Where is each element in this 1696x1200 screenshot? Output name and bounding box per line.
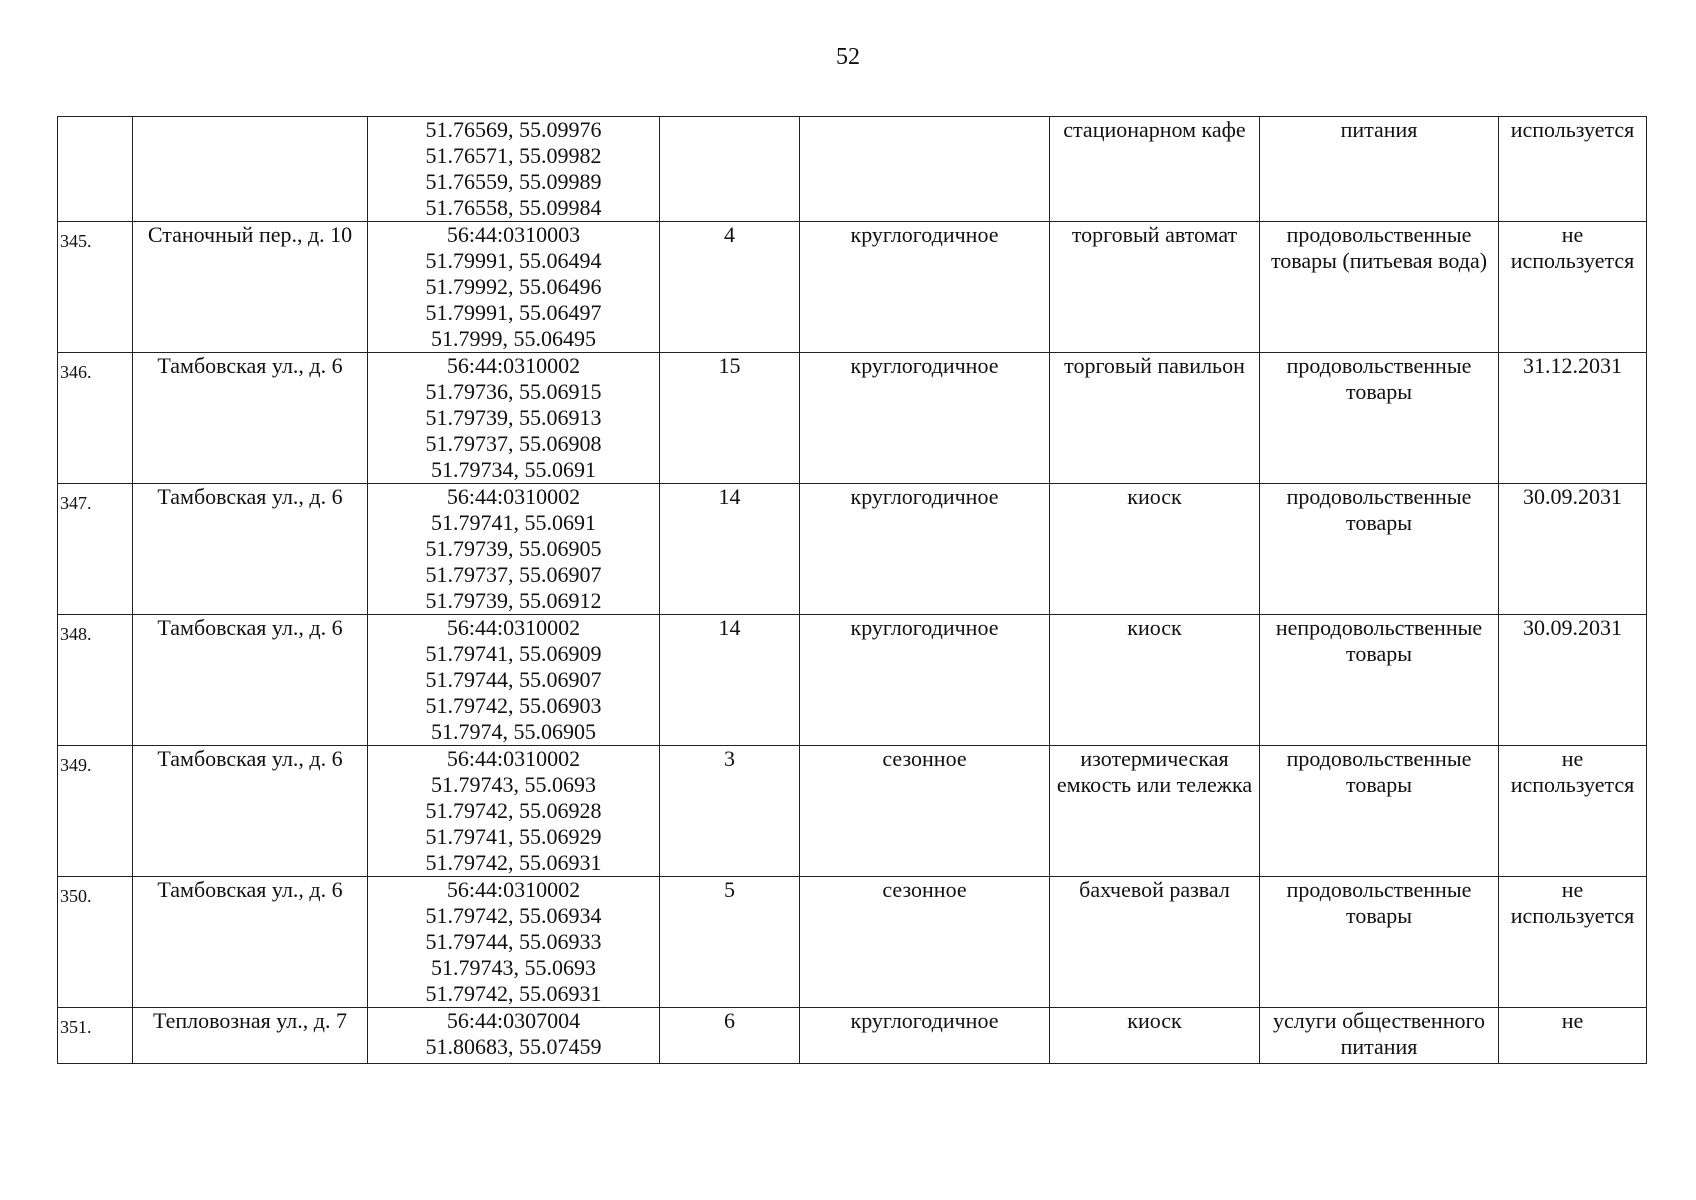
table-row bbox=[58, 222, 1647, 353]
coordinate-line: 56:44:0310003 bbox=[446, 222, 581, 247]
term-text: не используется bbox=[1510, 222, 1635, 273]
coordinate-line: 51.79742, 55.06928 bbox=[425, 798, 602, 823]
area-text: 5 bbox=[724, 877, 735, 902]
period-text: круглогодичное bbox=[850, 222, 999, 247]
cell-period bbox=[800, 746, 1050, 877]
cell-area bbox=[660, 615, 800, 746]
num-text: 346. bbox=[60, 362, 92, 382]
table-row bbox=[58, 615, 1647, 746]
period-text: круглогодичное bbox=[850, 615, 999, 640]
cell-period bbox=[800, 222, 1050, 353]
area-text: 6 bbox=[724, 1008, 735, 1033]
coordinate-line: 51.79742, 55.06931 bbox=[425, 850, 602, 875]
coordinate-line: 56:44:0307004 bbox=[446, 1008, 581, 1033]
cell-coordinates bbox=[368, 117, 660, 222]
table-row bbox=[58, 484, 1647, 615]
cell-area bbox=[660, 1008, 800, 1064]
table-row bbox=[58, 1008, 1647, 1064]
coordinate-line: 51.76569, 55.09976 bbox=[425, 117, 602, 142]
coordinate-line: 51.79742, 55.06931 bbox=[425, 981, 602, 1006]
address-text: Тамбовская ул., д. 6 bbox=[157, 615, 343, 640]
registry-table bbox=[57, 116, 1647, 1064]
coordinate-line: 51.79744, 55.06933 bbox=[425, 929, 602, 954]
cell-coordinates bbox=[368, 222, 660, 353]
num-text: 350. bbox=[60, 886, 92, 906]
cell-address bbox=[133, 117, 368, 222]
term-text: не используется bbox=[1510, 746, 1635, 797]
object-type-text: бахчевой развал bbox=[1079, 877, 1230, 902]
term-text: не bbox=[1561, 1008, 1584, 1033]
coordinate-line: 51.79737, 55.06907 bbox=[425, 562, 602, 587]
area-text: 3 bbox=[724, 746, 735, 771]
cell-num bbox=[58, 222, 133, 353]
object-type-text: киоск bbox=[1127, 1008, 1182, 1033]
period-text: круглогодичное bbox=[850, 353, 999, 378]
specialization-text: продовольственные товары (питьевая вода) bbox=[1270, 222, 1488, 273]
cell-specialization bbox=[1260, 877, 1499, 1008]
cell-num bbox=[58, 877, 133, 1008]
coordinate-line: 51.79741, 55.06929 bbox=[425, 824, 602, 849]
cell-area bbox=[660, 117, 800, 222]
cell-address bbox=[133, 746, 368, 877]
coordinate-line: 51.7999, 55.06495 bbox=[431, 326, 596, 351]
cell-term bbox=[1499, 1008, 1647, 1064]
coordinate-line: 56:44:0310002 bbox=[446, 353, 581, 378]
cell-period bbox=[800, 353, 1050, 484]
coordinate-line: 51.79739, 55.06913 bbox=[425, 405, 602, 430]
specialization-text: продовольственные товары bbox=[1286, 746, 1472, 797]
cell-specialization bbox=[1260, 1008, 1499, 1064]
cell-num bbox=[58, 484, 133, 615]
object-type-text: киоск bbox=[1127, 484, 1182, 509]
cell-num bbox=[58, 353, 133, 484]
term-text: 31.12.2031 bbox=[1523, 353, 1622, 378]
cell-specialization bbox=[1260, 484, 1499, 615]
coordinate-line: 51.79742, 55.06903 bbox=[425, 693, 602, 718]
cell-coordinates bbox=[368, 1008, 660, 1064]
cell-area bbox=[660, 877, 800, 1008]
specialization-text: продовольственные товары bbox=[1286, 353, 1472, 404]
address-text: Станочный пер., д. 10 bbox=[147, 222, 353, 247]
cell-object-type bbox=[1050, 222, 1260, 353]
page-number: 52 bbox=[836, 44, 860, 70]
address-text: Тепловозная ул., д. 7 bbox=[153, 1008, 347, 1033]
period-text: сезонное bbox=[882, 877, 967, 902]
cell-address bbox=[133, 484, 368, 615]
term-text: 30.09.2031 bbox=[1523, 615, 1622, 640]
cell-address bbox=[133, 877, 368, 1008]
cell-period bbox=[800, 117, 1050, 222]
coordinate-line: 51.79744, 55.06907 bbox=[425, 667, 602, 692]
coordinate-line: 51.79739, 55.06912 bbox=[425, 588, 602, 613]
area-text: 14 bbox=[718, 615, 741, 640]
cell-object-type bbox=[1050, 877, 1260, 1008]
cell-area bbox=[660, 222, 800, 353]
term-text: 30.09.2031 bbox=[1523, 484, 1622, 509]
num-text: 348. bbox=[60, 624, 92, 644]
cell-term bbox=[1499, 484, 1647, 615]
coordinate-line: 51.79737, 55.06908 bbox=[425, 431, 602, 456]
coordinate-line: 51.79736, 55.06915 bbox=[425, 379, 602, 404]
coordinate-line: 51.76559, 55.09989 bbox=[425, 169, 602, 194]
term-text: не используется bbox=[1510, 877, 1635, 928]
coordinate-line: 51.79742, 55.06934 bbox=[425, 903, 602, 928]
address-text: Тамбовская ул., д. 6 bbox=[157, 484, 343, 509]
cell-object-type bbox=[1050, 117, 1260, 222]
coordinate-line: 51.79741, 55.0691 bbox=[431, 510, 596, 535]
cell-period bbox=[800, 615, 1050, 746]
specialization-text: продовольственные товары bbox=[1286, 877, 1472, 928]
table-row bbox=[58, 746, 1647, 877]
cell-period bbox=[800, 484, 1050, 615]
cell-num bbox=[58, 117, 133, 222]
cell-num bbox=[58, 1008, 133, 1064]
coordinate-line: 51.79743, 55.0693 bbox=[431, 955, 596, 980]
cell-object-type bbox=[1050, 615, 1260, 746]
cell-area bbox=[660, 353, 800, 484]
cell-coordinates bbox=[368, 877, 660, 1008]
cell-period bbox=[800, 877, 1050, 1008]
address-text: Тамбовская ул., д. 6 bbox=[157, 746, 343, 771]
cell-term bbox=[1499, 117, 1647, 222]
cell-object-type bbox=[1050, 746, 1260, 877]
period-text: круглогодичное bbox=[850, 1008, 999, 1033]
specialization-text: продовольственные товары bbox=[1286, 484, 1472, 535]
specialization-text: услуги общественного питания bbox=[1273, 1008, 1485, 1059]
object-type-text: изотермическая емкость или тележка bbox=[1056, 746, 1253, 797]
num-text: 345. bbox=[60, 231, 92, 251]
cell-period bbox=[800, 1008, 1050, 1064]
coordinate-line: 56:44:0310002 bbox=[446, 615, 581, 640]
cell-address bbox=[133, 1008, 368, 1064]
cell-specialization bbox=[1260, 117, 1499, 222]
cell-specialization bbox=[1260, 353, 1499, 484]
object-type-text: торговый павильон bbox=[1064, 353, 1245, 378]
coordinate-line: 51.79741, 55.06909 bbox=[425, 641, 602, 666]
cell-term bbox=[1499, 353, 1647, 484]
coordinate-line: 51.76558, 55.09984 bbox=[425, 195, 602, 220]
object-type-text: киоск bbox=[1127, 615, 1182, 640]
coordinate-line: 51.79743, 55.0693 bbox=[431, 772, 596, 797]
term-text: используется bbox=[1510, 117, 1635, 142]
coordinate-line: 51.80683, 55.07459 bbox=[425, 1034, 602, 1059]
num-text: 347. bbox=[60, 493, 92, 513]
cell-coordinates bbox=[368, 353, 660, 484]
table-row bbox=[58, 353, 1647, 484]
cell-term bbox=[1499, 615, 1647, 746]
cell-term bbox=[1499, 746, 1647, 877]
cell-specialization bbox=[1260, 746, 1499, 877]
specialization-text: непродовольственные товары bbox=[1275, 615, 1483, 666]
coordinate-line: 51.79991, 55.06497 bbox=[425, 300, 602, 325]
period-text: сезонное bbox=[882, 746, 967, 771]
specialization-text: питания bbox=[1340, 117, 1418, 142]
coordinate-line: 51.79991, 55.06494 bbox=[425, 248, 602, 273]
cell-object-type bbox=[1050, 484, 1260, 615]
object-type-text: стационарном кафе bbox=[1063, 117, 1246, 142]
area-text: 4 bbox=[724, 222, 735, 247]
cell-num bbox=[58, 615, 133, 746]
cell-address bbox=[133, 353, 368, 484]
cell-coordinates bbox=[368, 615, 660, 746]
cell-term bbox=[1499, 877, 1647, 1008]
cell-object-type bbox=[1050, 1008, 1260, 1064]
cell-area bbox=[660, 746, 800, 877]
period-text: круглогодичное bbox=[850, 484, 999, 509]
cell-object-type bbox=[1050, 353, 1260, 484]
coordinate-line: 51.79739, 55.06905 bbox=[425, 536, 602, 561]
num-text: 351. bbox=[60, 1017, 92, 1037]
table-row bbox=[58, 877, 1647, 1008]
object-type-text: торговый автомат bbox=[1071, 222, 1238, 247]
cell-coordinates bbox=[368, 484, 660, 615]
address-text: Тамбовская ул., д. 6 bbox=[157, 353, 343, 378]
coordinate-line: 51.79992, 55.06496 bbox=[425, 274, 602, 299]
table-row bbox=[58, 117, 1647, 222]
address-text: Тамбовская ул., д. 6 bbox=[157, 877, 343, 902]
cell-specialization bbox=[1260, 222, 1499, 353]
coordinate-line: 56:44:0310002 bbox=[446, 877, 581, 902]
area-text: 15 bbox=[718, 353, 741, 378]
coordinate-line: 56:44:0310002 bbox=[446, 746, 581, 771]
coordinate-line: 51.76571, 55.09982 bbox=[425, 143, 602, 168]
cell-coordinates bbox=[368, 746, 660, 877]
cell-address bbox=[133, 222, 368, 353]
cell-term bbox=[1499, 222, 1647, 353]
coordinate-line: 51.7974, 55.06905 bbox=[431, 719, 596, 744]
cell-area bbox=[660, 484, 800, 615]
coordinate-line: 51.79734, 55.0691 bbox=[431, 457, 596, 482]
coordinate-line: 56:44:0310002 bbox=[446, 484, 581, 509]
num-text: 349. bbox=[60, 755, 92, 775]
cell-num bbox=[58, 746, 133, 877]
cell-specialization bbox=[1260, 615, 1499, 746]
cell-address bbox=[133, 615, 368, 746]
area-text: 14 bbox=[718, 484, 741, 509]
